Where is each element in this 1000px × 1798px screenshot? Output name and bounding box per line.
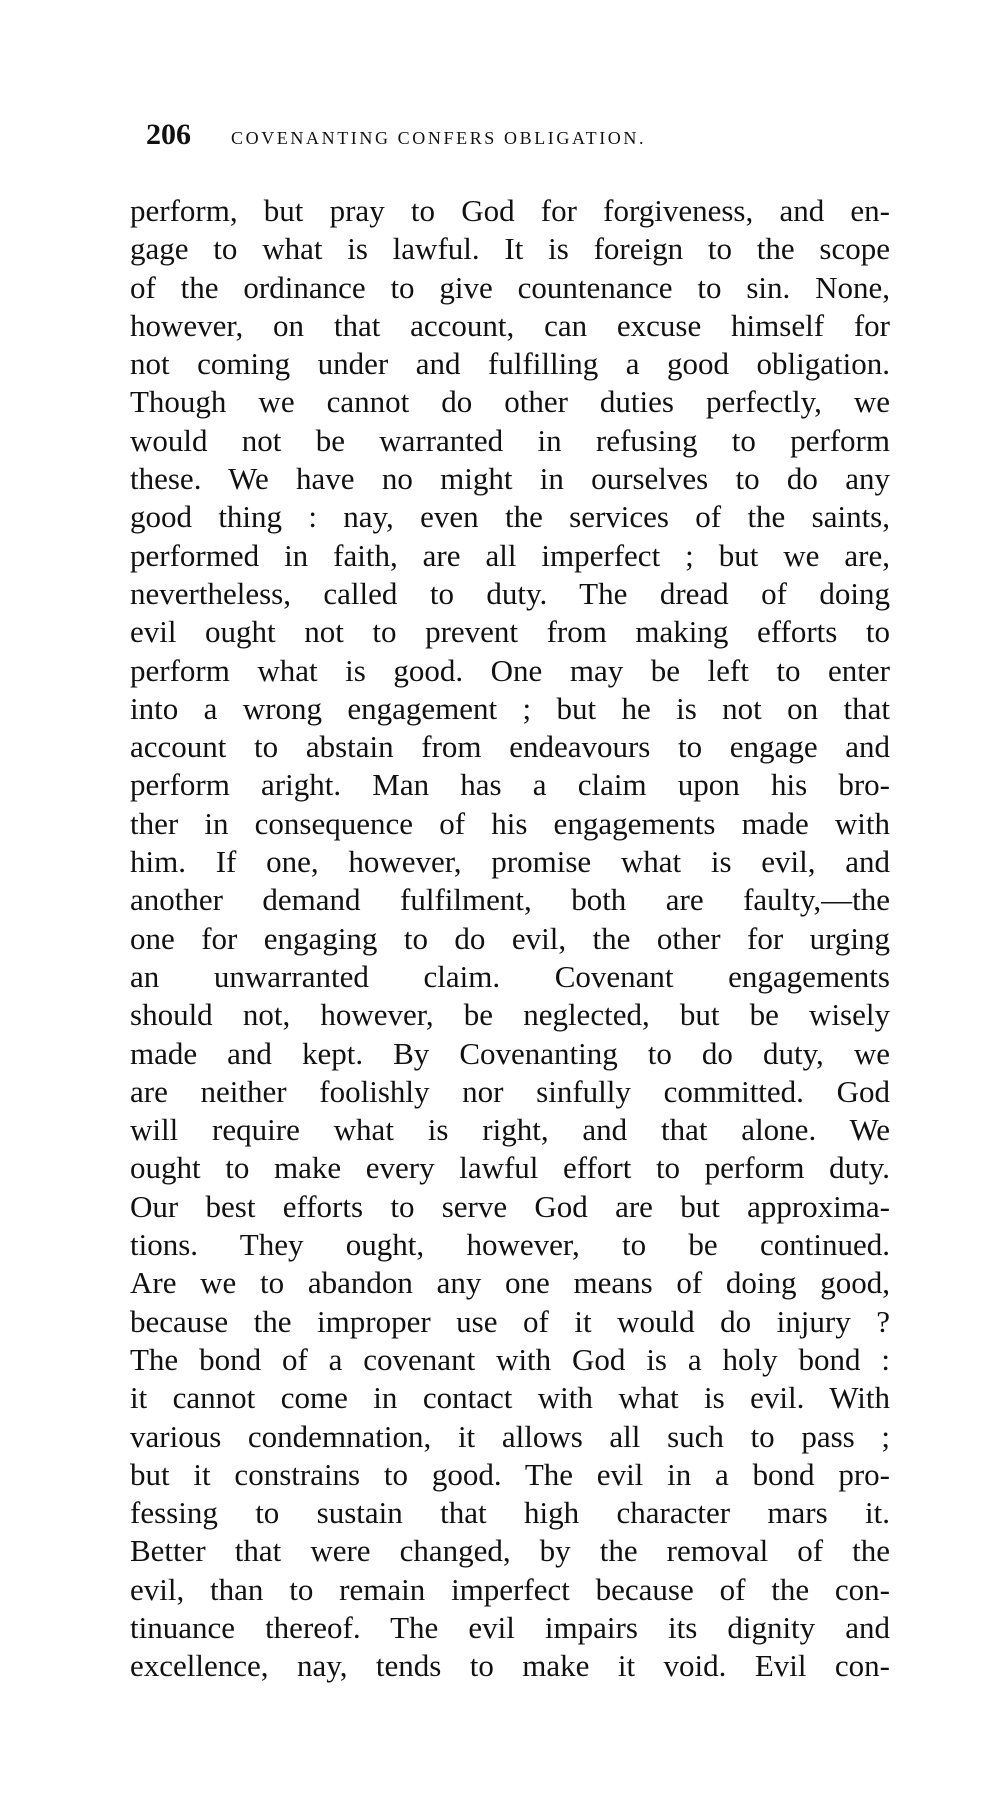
- text-line-24: are neither foolishly nor sinfully committed. God: [130, 1073, 890, 1109]
- text-line-1: perform, but pray to God for forgiveness, and en-: [130, 193, 890, 228]
- text-line-30: because the improper use of it would do injury ?: [130, 1303, 890, 1339]
- text-line-7: would not be warranted in refusing to perform: [130, 422, 890, 458]
- text-line-28: tions. They ought, however, to be continued.: [130, 1227, 890, 1263]
- text-line-18: him. If one, however, promise what is evil, and: [130, 844, 890, 880]
- page-number: 206: [146, 118, 191, 151]
- text-line-39: excellence, nay, tends to make it void. Evil con-: [130, 1648, 890, 1684]
- text-line-27: Our best efforts to serve God are but approxima-: [130, 1188, 890, 1224]
- text-line-9: good thing : nay, even the services of the saints,: [130, 499, 890, 535]
- text-line-12: evil ought not to prevent from making efforts to: [130, 614, 890, 650]
- text-line-31: The bond of a covenant with God is a holy bond :: [130, 1341, 890, 1377]
- text-line-3: of the ordinance to give countenance to sin. None,: [130, 269, 890, 305]
- text-line-26: ought to make every lawful effort to perform duty.: [130, 1150, 890, 1186]
- text-line-15: account to abstain from endeavours to engage and: [130, 729, 890, 765]
- text-line-14: into a wrong engagement ; but he is not on that: [130, 690, 890, 726]
- text-line-37: evil, than to remain imperfect because of the con-: [130, 1571, 890, 1607]
- text-line-10: performed in faith, are all imperfect ; but we are,: [130, 537, 890, 573]
- text-line-5: not coming under and fulfilling a good obligation.: [130, 346, 890, 382]
- text-line-2: gage to what is lawful. It is foreign to the scope: [130, 231, 890, 267]
- text-line-33: various condemnation, it allows all such to pass ;: [130, 1418, 890, 1454]
- page-header: [146, 118, 906, 158]
- text-line-19: another demand fulfilment, both are faulty,—the: [130, 882, 890, 918]
- text-line-25: will require what is right, and that alone. We: [130, 1112, 890, 1148]
- text-line-8: these. We have no might in ourselves to do any: [130, 461, 890, 497]
- text-line-34: but it constrains to good. The evil in a bond pro-: [130, 1456, 890, 1492]
- text-line-20: one for engaging to do evil, the other for urging: [130, 920, 890, 956]
- text-line-35: fessing to sustain that high character mars it.: [130, 1495, 890, 1531]
- text-line-23: made and kept. By Covenanting to do duty, we: [130, 1035, 890, 1071]
- text-line-36: Better that were changed, by the removal of the: [130, 1533, 890, 1569]
- text-line-22: should not, however, be neglected, but be wisely: [130, 997, 890, 1033]
- running-title: COVENANTING CONFERS OBLIGATION.: [231, 128, 647, 148]
- text-line-29: Are we to abandon any one means of doing good,: [130, 1265, 890, 1301]
- text-line-4: however, on that account, can excuse himself for: [130, 307, 890, 343]
- text-line-16: perform aright. Man has a claim upon his bro-: [130, 767, 890, 803]
- text-line-38: tinuance thereof. The evil impairs its dignity and: [130, 1609, 890, 1645]
- text-line-17: ther in consequence of his engagements made with: [130, 805, 890, 841]
- text-line-21: an unwarranted claim. Covenant engagements: [130, 958, 890, 994]
- text-line-11: nevertheless, called to duty. The dread of doing: [130, 575, 890, 611]
- body-text: [130, 192, 890, 1686]
- text-line-6: Though we cannot do other duties perfectly, we: [130, 384, 890, 420]
- text-line-13: perform what is good. One may be left to enter: [130, 652, 890, 688]
- text-line-32: it cannot come in contact with what is evil. With: [130, 1380, 890, 1416]
